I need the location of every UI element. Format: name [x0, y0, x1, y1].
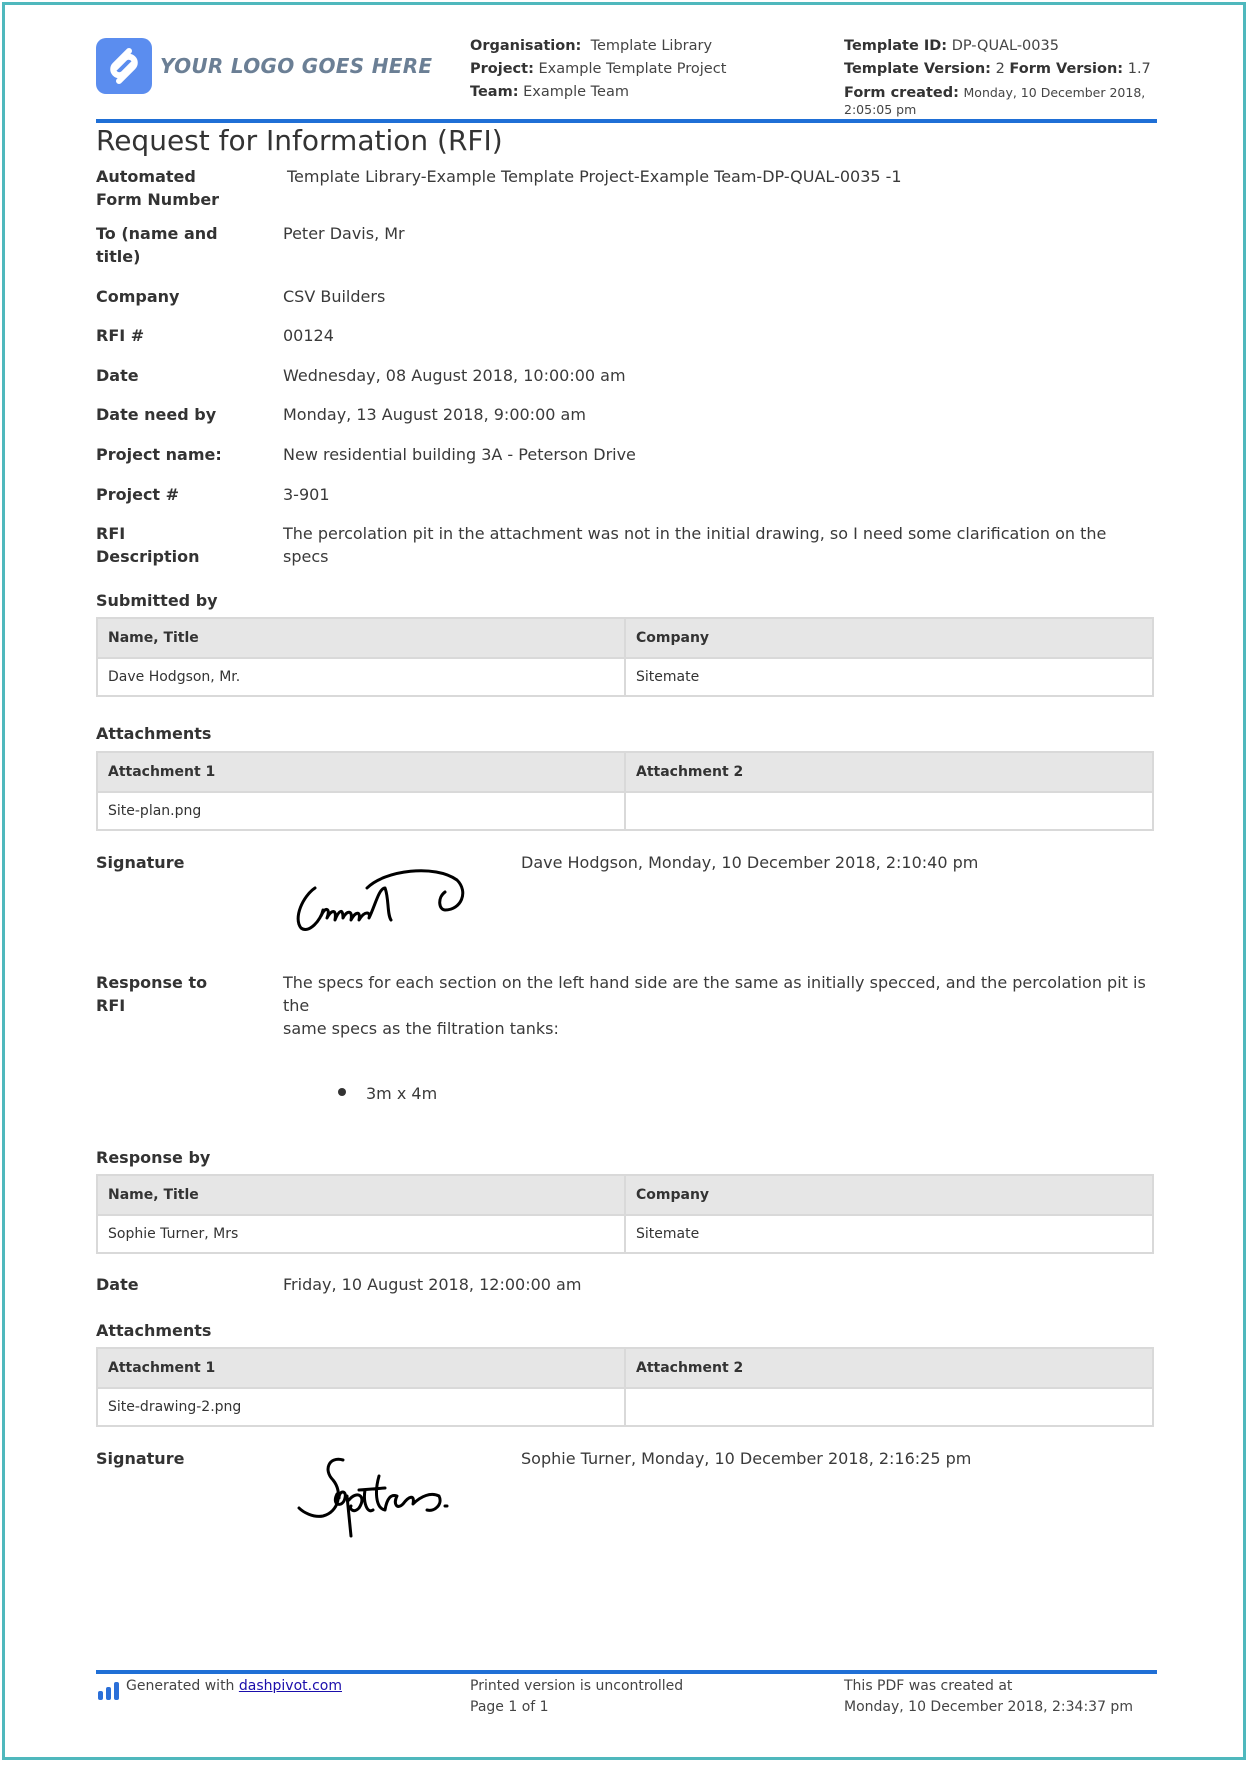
attachments-heading: Attachments: [96, 724, 212, 743]
form-version-label: Form Version:: [1009, 61, 1124, 77]
table-row: [98, 1389, 1152, 1425]
template-version-label: Template Version:: [844, 61, 991, 77]
attachment-file-link[interactable]: Site-plan.png: [98, 793, 624, 829]
generated-with-text: Generated with: [126, 1678, 235, 1694]
to-label: To (name and title): [96, 224, 218, 266]
dashpivot-link[interactable]: dashpivot.com: [238, 1678, 342, 1694]
table-header: Attachment 2: [626, 753, 1152, 791]
logo-icon: [96, 38, 152, 94]
logo-text: YOUR LOGO GOES HERE: [160, 54, 433, 78]
project-name-value: New residential building 3A - Peterson Drive: [283, 445, 636, 464]
team-label: Team:: [470, 84, 519, 100]
form-created-value: Monday, 10 December 2018,: [963, 85, 1146, 100]
submitted-name: Dave Hodgson, Mr.: [98, 659, 624, 695]
template-version-value: 2: [995, 61, 1005, 77]
project-name-label: Project name:: [96, 445, 222, 464]
project-value: Example Template Project: [538, 61, 727, 77]
form-number-value: Template Library-Example Template Project-Example Team-DP-QUAL-0035 -1: [287, 167, 902, 186]
form-created-time: 2:05:05 pm: [844, 102, 917, 117]
rfi-number-label: RFI #: [96, 326, 145, 345]
page-title: Request for Information (RFI): [96, 124, 503, 157]
response-name: Sophie Turner, Mrs: [98, 1216, 624, 1252]
page-number: Page 1 of 1: [470, 1699, 549, 1715]
table-header: Attachment 2: [626, 1349, 1152, 1387]
team-value: Example Team: [523, 84, 629, 100]
table-row: [98, 793, 1152, 829]
printed-note: Printed version is uncontrolled: [470, 1678, 684, 1694]
footer-divider: [96, 1670, 1157, 1674]
pdf-created-label: This PDF was created at: [844, 1678, 1013, 1694]
footer-generated: [126, 1676, 342, 1697]
table-header: Company: [626, 1176, 1152, 1214]
rfi-number-value: 00124: [283, 326, 334, 345]
table-header: Attachment 1: [98, 1349, 624, 1387]
submitted-by-heading: Submitted by: [96, 591, 218, 610]
company-value: CSV Builders: [283, 287, 386, 306]
attachment-file-empty: [626, 793, 1152, 829]
signature-2-label: Signature: [96, 1449, 185, 1468]
rfi-description-value: The percolation pit in the attachment was not in the initial drawing, so I need some clarification on the specs: [283, 524, 1107, 566]
attachments-2-table: [96, 1347, 1154, 1427]
date-need-by-value: Monday, 13 August 2018, 9:00:00 am: [283, 405, 586, 424]
rfi-description-label: RFI Description: [96, 524, 200, 566]
table-header: Name, Title: [98, 1176, 624, 1214]
response-date-label: Date: [96, 1275, 139, 1294]
header-divider: [96, 119, 1157, 123]
bullet-icon: [338, 1088, 346, 1096]
response-bullet-item: 3m x 4m: [366, 1084, 438, 1103]
date-need-by-label: Date need by: [96, 405, 217, 424]
response-by-heading: Response by: [96, 1148, 211, 1167]
table-row: [98, 1216, 1152, 1252]
form-version-value: 1.7: [1127, 61, 1151, 77]
signature-label: Signature: [96, 853, 185, 872]
pdf-created-date: Monday, 10 December 2018, 2:34:37 pm: [844, 1699, 1133, 1715]
table-header: Attachment 1: [98, 753, 624, 791]
attachment-2-file-link[interactable]: Site-drawing-2.png: [98, 1389, 624, 1425]
table-header: Name, Title: [98, 619, 624, 657]
project-number-value: 3-901: [283, 485, 330, 504]
dashpivot-bars-icon: [98, 1682, 120, 1700]
submitted-by-table: [96, 617, 1154, 697]
to-value: Peter Davis, Mr: [283, 224, 405, 243]
table-row: [98, 659, 1152, 695]
header-org-block: [470, 35, 726, 104]
table-header: Company: [626, 619, 1152, 657]
response-by-table: [96, 1174, 1154, 1254]
organisation-label: Organisation:: [470, 38, 582, 54]
attachments-2-heading: Attachments: [96, 1321, 212, 1340]
date-value: Wednesday, 08 August 2018, 10:00:00 am: [283, 366, 626, 385]
project-label: Project:: [470, 61, 534, 77]
date-label: Date: [96, 366, 139, 385]
project-number-label: Project #: [96, 485, 180, 504]
response-date-value: Friday, 10 August 2018, 12:00:00 am: [283, 1275, 582, 1294]
template-id-value: DP-QUAL-0035: [951, 38, 1059, 54]
attachment-2-file-empty: [626, 1389, 1152, 1425]
signature-signed-by: Dave Hodgson, Monday, 10 December 2018, 2:10:40 pm: [521, 853, 979, 872]
footer-pdf-created: [844, 1676, 1133, 1718]
footer-print-note: [470, 1676, 683, 1718]
response-company: Sitemate: [626, 1216, 1152, 1252]
submitted-company: Sitemate: [626, 659, 1152, 695]
signature-2-signed-by: Sophie Turner, Monday, 10 December 2018, 2:16:25 pm: [521, 1449, 972, 1468]
signature-2-image: [293, 1450, 493, 1540]
response-text: The specs for each section on the left hand side are the same as initially specced, and the percolation pit is the same specs as the filtration tanks:: [283, 973, 1146, 1038]
attachments-table: [96, 751, 1154, 831]
header-template-block: [844, 35, 1154, 118]
signature-image: [285, 858, 465, 938]
response-label: Response to RFI: [96, 973, 208, 1015]
form-number-label: Automated Form Number: [96, 167, 220, 209]
company-label: Company: [96, 287, 180, 306]
form-created-label: Form created:: [844, 85, 959, 101]
template-id-label: Template ID:: [844, 38, 948, 54]
organisation-value: Template Library: [590, 38, 713, 54]
